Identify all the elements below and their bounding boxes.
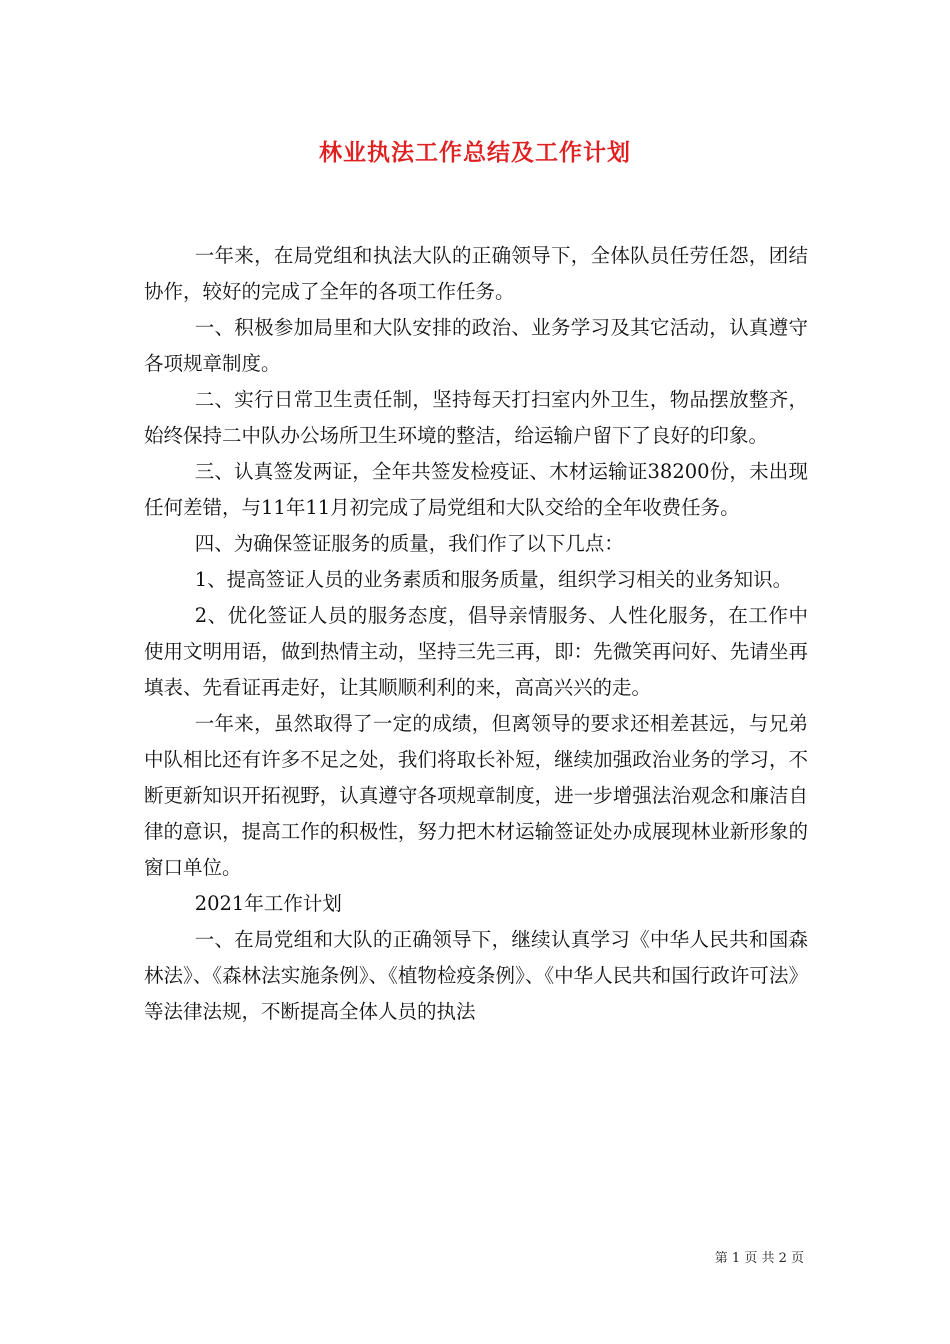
paragraph-summary: 一年来，虽然取得了一定的成绩，但离领导的要求还相差甚远，与兄弟中队相比还有许多不足之处，我们将取长补短，继续加强政治业务的学习，不断更新知识开拓视野，认真遵守各项规章制度，进一步增强法治观念和廉洁自律的意识，提高工作的积极性，努力把木材运输签证处办成展现林业新形象的窗口单位。 [144,712,808,879]
paragraph-subitem-1: 1、提高签证人员的业务素质和服务质量，组织学习相关的业务知识。 [194,568,793,591]
paragraph-item-3: 三、认真签发两证，全年共签发检疫证、木材运输证38200份，未出现任何差错，与11年11月初完成了局党组和大队交给的全年收费任务。 [144,460,808,519]
document-body [144,238,808,1030]
paragraph-item-2: 二、实行日常卫生责任制，坚持每天打扫室内外卫生，物品摆放整齐，始终保持二中队办公场所卫生环境的整洁，给运输户留下了良好的印象。 [144,388,808,447]
paragraph-item-4: 四、为确保签证服务的质量，我们作了以下几点： [194,532,624,555]
section-heading-plan: 2021年工作计划 [194,892,342,915]
document-title: 林业执法工作总结及工作计划 [319,139,631,166]
page-number-footer: 第 1 页 共 2 页 [714,1251,804,1266]
paragraph-subitem-2: 2、优化签证人员的服务态度，倡导亲情服务、人性化服务，在工作中使用文明用语，做到热情主动，坚持三先三再，即：先微笑再问好、先请坐再填表、先看证再走好，让其顺顺利利的来，高高兴兴的走。 [144,604,808,699]
paragraph-intro: 一年来，在局党组和执法大队的正确领导下，全体队员任劳任怨，团结协作，较好的完成了全年的各项工作任务。 [144,244,808,303]
paragraph-item-1: 一、积极参加局里和大队安排的政治、业务学习及其它活动，认真遵守各项规章制度。 [144,316,808,375]
paragraph-plan-1: 一、在局党组和大队的正确领导下，继续认真学习《中华人民共和国森林法》、《森林法实施条例》、《植物检疫条例》、《中华人民共和国行政许可法》等法律法规，不断提高全体人员的执法 [144,928,808,1023]
